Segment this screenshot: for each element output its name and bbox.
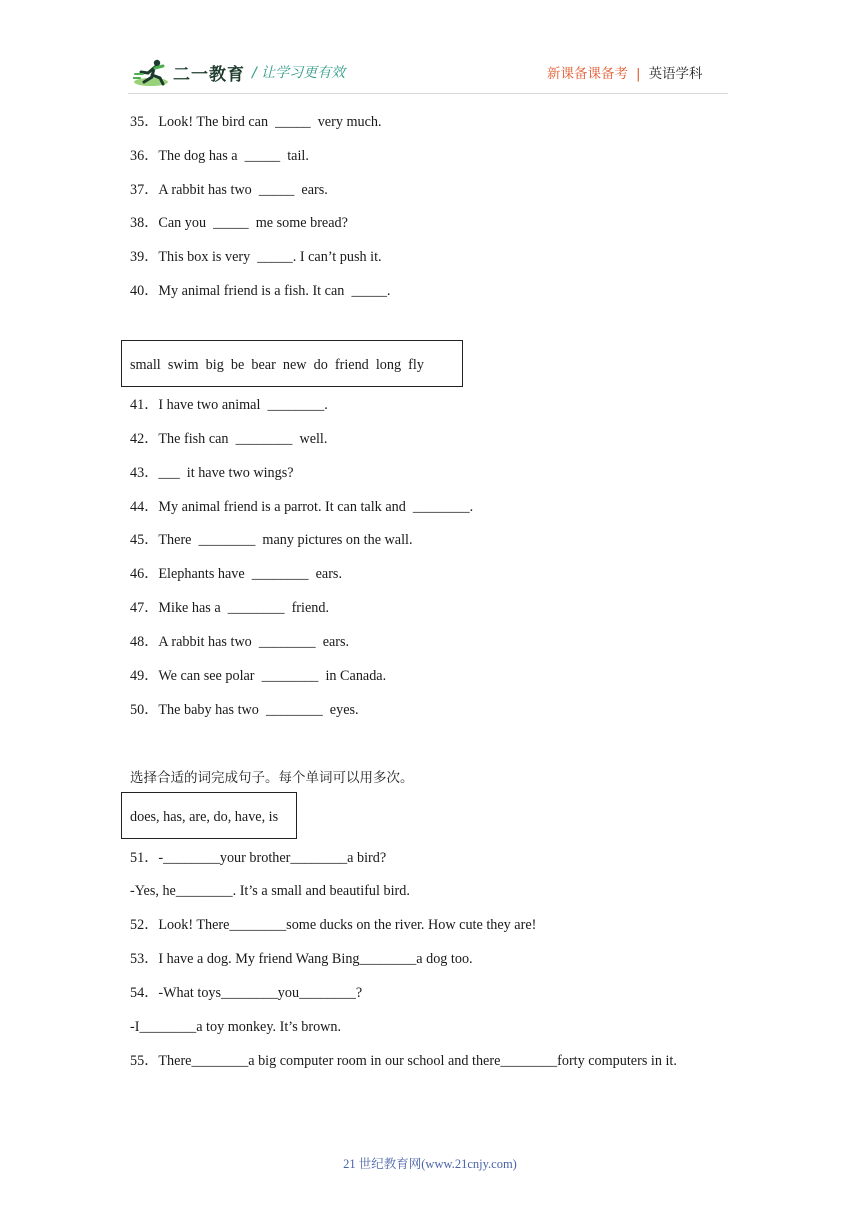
question-53	[130, 950, 473, 968]
section-instruction: 选择合适的词完成句子。每个单词可以用多次。	[130, 770, 414, 786]
question-54-answer	[130, 1018, 341, 1036]
question-text: Look! There________some ducks on the river. How cute they are!	[158, 917, 537, 933]
question-number: 43．	[130, 465, 159, 481]
question-text: Mike has a ________ friend.	[158, 600, 330, 616]
question-text: The dog has a _____ tail.	[158, 148, 309, 164]
question-39	[130, 248, 382, 266]
question-46	[130, 565, 342, 583]
question-number: 38．	[130, 215, 159, 231]
question-50	[130, 701, 359, 719]
page-header	[0, 0, 860, 100]
question-text: The baby has two ________ eyes.	[158, 702, 359, 718]
question-number: 42．	[130, 431, 159, 447]
question-42	[130, 430, 327, 448]
question-text: There________a big computer room in our school and there________forty computers in it.	[158, 1053, 677, 1069]
question-text: -I________a toy monkey. It’s brown.	[130, 1019, 342, 1035]
question-38	[130, 214, 348, 232]
question-text: A rabbit has two ________ ears.	[158, 634, 350, 650]
question-text: Can you _____ me some bread?	[158, 215, 348, 231]
question-52	[130, 916, 536, 934]
question-44	[130, 498, 473, 516]
question-41	[130, 396, 328, 414]
question-number: 40．	[130, 283, 159, 299]
page-footer: 21 世纪教育网(www.21cnjy.com)	[343, 1157, 517, 1171]
question-43	[130, 464, 294, 482]
question-number: 55．	[130, 1053, 159, 1069]
question-37	[130, 181, 328, 199]
word-box-2: does, has, are, do, have, is	[121, 792, 297, 839]
logo-text: 二一教育	[173, 65, 245, 85]
header-course-info	[547, 62, 703, 82]
question-number: 47．	[130, 600, 159, 616]
question-number: 39．	[130, 249, 159, 265]
question-text: My animal friend is a fish. It can _____.	[158, 283, 391, 299]
question-number: 36．	[130, 148, 159, 164]
question-51-answer	[130, 882, 410, 900]
question-number: 53．	[130, 951, 159, 967]
question-47	[130, 599, 329, 617]
course-label: 新课备课备考	[547, 66, 628, 82]
question-text: Look! The bird can _____ very much.	[158, 114, 382, 130]
question-text: A rabbit has two _____ ears.	[158, 182, 328, 198]
question-36	[130, 147, 309, 165]
question-text: -Yes, he________. It’s a small and beautiful bird.	[130, 883, 410, 899]
question-text: My animal friend is a parrot. It can talk and ________.	[158, 499, 474, 515]
question-48	[130, 633, 349, 651]
question-text: I have a dog. My friend Wang Bing________a dog too.	[158, 951, 473, 967]
question-text: I have two animal ________.	[158, 397, 328, 413]
question-text: The fish can ________ well.	[158, 431, 328, 447]
question-45	[130, 531, 413, 549]
runner-logo-icon	[133, 58, 173, 88]
question-number: 41．	[130, 397, 159, 413]
question-text: -What toys________you________?	[158, 985, 363, 1001]
question-number: 52．	[130, 917, 159, 933]
word-box-1: small swim big be bear new do friend long fly	[121, 340, 463, 387]
question-49	[130, 667, 386, 685]
question-35	[130, 113, 382, 131]
question-number: 51．	[130, 850, 159, 866]
question-number: 45．	[130, 532, 159, 548]
question-number: 54．	[130, 985, 159, 1001]
question-number: 44．	[130, 499, 159, 515]
question-text: -________your brother________a bird?	[158, 850, 387, 866]
header-separator: |	[636, 66, 641, 82]
subject-label: 英语学科	[648, 66, 703, 82]
question-number: 46．	[130, 566, 159, 582]
slogan: / 让学习更有效	[252, 65, 346, 81]
question-55	[130, 1052, 677, 1070]
question-text: This box is very _____. I can’t push it.	[158, 249, 382, 265]
question-number: 37．	[130, 182, 159, 198]
question-number: 48．	[130, 634, 159, 650]
question-40	[130, 282, 390, 300]
question-54	[130, 984, 362, 1002]
question-text: We can see polar ________ in Canada.	[158, 668, 387, 684]
question-number: 49．	[130, 668, 159, 684]
question-51	[130, 849, 386, 867]
question-text: ___ it have two wings?	[158, 465, 294, 481]
question-number: 50．	[130, 702, 159, 718]
question-text: There ________ many pictures on the wall.	[158, 532, 413, 548]
question-text: Elephants have ________ ears.	[158, 566, 342, 582]
logo	[133, 58, 245, 88]
question-number: 35．	[130, 114, 159, 130]
header-divider	[128, 93, 728, 94]
